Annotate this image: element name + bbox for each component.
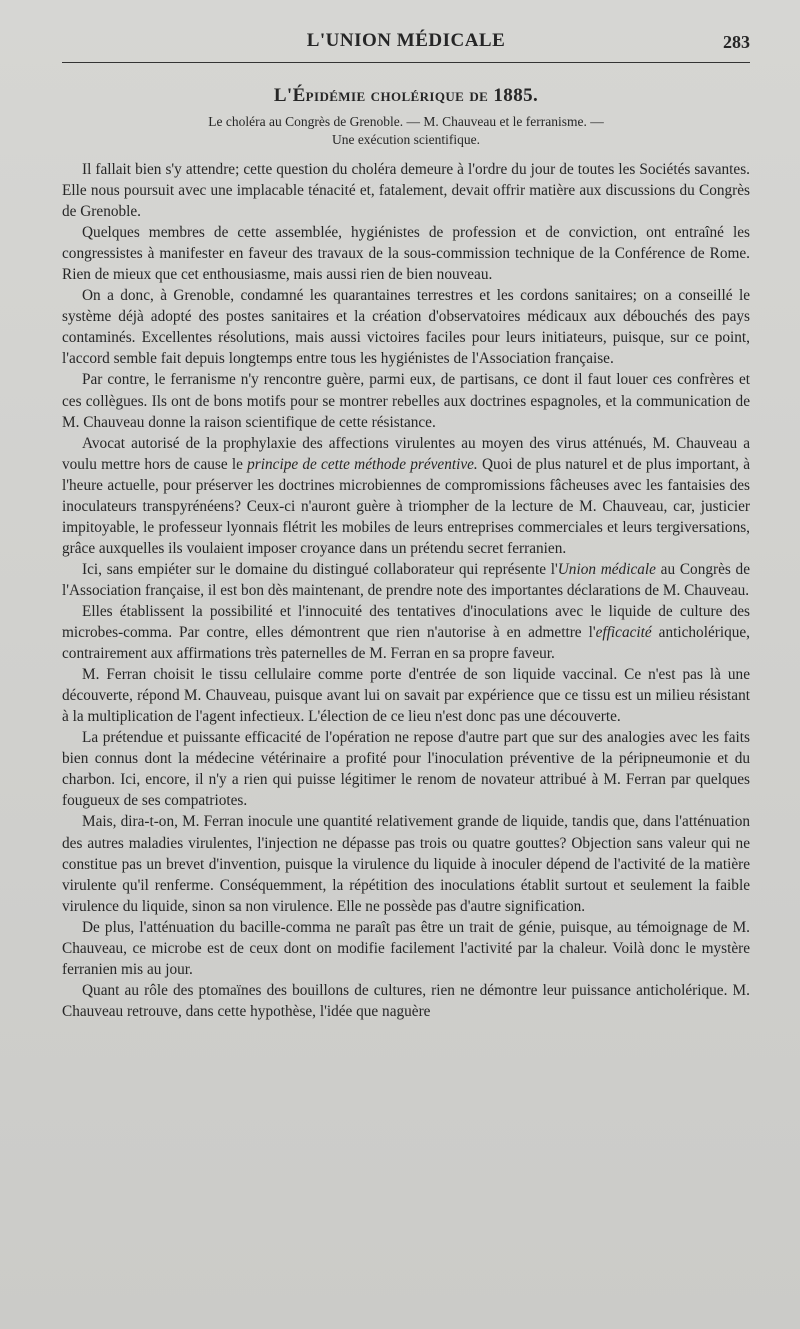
- paragraph: Il fallait bien s'y attendre; cette question du choléra demeure à l'ordre du jour de toutes les Sociétés savantes. Elle nous poursuit avec une implacable ténacité et, fatalement, devait offrir matière aux discussions du Congrès de Grenoble.: [62, 161, 750, 221]
- italic-text: Union médicale: [557, 560, 656, 578]
- page-number: 283: [723, 32, 750, 52]
- paragraph-text: Elles établissent la possibilité et l'innocuité des tentatives d'inoculations avec le liquide de culture des microbes-comma. Par contre, elles démontrent que rien n'autorise à en admettre l': [62, 602, 750, 642]
- article-title: L'Épidémie cholérique de 1885.: [273, 85, 539, 106]
- article-subtitle: [82, 113, 730, 149]
- paragraph: M. Ferran choisit le tissu cellulaire comme porte d'entrée de son liquide vaccinal. Ce n'est pas là une découverte, répond M. Chauveau, puisque avant lui on savait par expérience que ce tissu est un milieu résistant à la multiplication de l'agent infectieux. L'élection de ce lieu n'est donc pas une découverte.: [62, 666, 750, 726]
- paragraph: Quant au rôle des ptomaïnes des bouillons de cultures, rien ne démontre leur puissance anticholérique. M. Chauveau retrouve, dans cette hypothèse, l'idée que naguère: [62, 981, 750, 1020]
- subtitle-line: Le choléra au Congrès de Grenoble. — M. Chauveau et le ferranisme. —: [208, 114, 604, 129]
- subtitle-line: Une exécution scientifique.: [331, 132, 481, 147]
- paragraph: De plus, l'atténuation du bacille-comma ne paraît pas être un trait de génie, puisque, au témoignage de M. Chauveau, ce microbe est de ceux dont on modifie facilement l'activité par la chaleur. Voilà donc le mystère ferranien mis au jour.: [62, 918, 750, 978]
- paragraph: Quelques membres de cette assemblée, hygiénistes de profession et de conviction, ont entraîné les congressistes à manifester en faveur des travaux de la sous-commission technique de la Conférence de Rome. Rien de mieux que cet enthousiasme, mais aussi rien de bien nouveau.: [62, 224, 750, 284]
- paragraph: [62, 601, 750, 664]
- running-header: [62, 30, 750, 62]
- paragraph: La prétendue et puissante efficacité de l'opération ne repose d'autre part que sur des analogies avec les faits bien connus dont la médecine vétérinaire a profité pour l'inoculation préventive de la péripneumonie et du charbon. Ici, encore, il n'y a rien qui puisse légitimer le renom de novateur attribué à M. Ferran par quelques fougueux de ses compatriotes.: [62, 729, 750, 810]
- header-rule: [62, 62, 750, 63]
- paragraph-text: Ici, sans empiéter sur le domaine du distingué collaborateur qui représente l': [82, 560, 558, 578]
- paragraph: [62, 559, 750, 601]
- paragraph: Par contre, le ferranisme n'y rencontre guère, parmi eux, de partisans, ce dont il faut louer ces confrères et ces collègues. Ils ont de bons motifs pour se montrer rebelles aux doctrines espagnoles, et la communication de M. Chauveau donne la raison scientifique de cette résistance.: [62, 371, 750, 431]
- paragraph-text: au Congrès de l'Association française, il est bon dès maintenant, de prendre note des importantes déclarations de M. Chauveau.: [62, 560, 750, 599]
- paragraph-text: anticholérique, contrairement aux affirmations très paternelles de M. Ferran en sa propre faveur.: [62, 624, 750, 663]
- article-body: [62, 159, 750, 1022]
- paragraph: [62, 433, 750, 559]
- paragraph-text: Avocat autorisé de la prophylaxie des affections virulentes au moyen des virus atténués, M. Chauveau a voulu mettre hors de cause le: [62, 434, 750, 473]
- italic-text: efficacité: [595, 624, 652, 642]
- italic-text: principe de cette méthode préventive.: [247, 455, 478, 473]
- paragraph: Mais, dira-t-on, M. Ferran inocule une quantité relativement grande de liquide, tandis que, dans l'atténuation des autres maladies virulentes, l'injection ne dépasse pas trois ou quatre gouttes? Objection sans valeur qui ne constitue pas un brevet d'invention, puisque la virulence du liquide à inoculer dépend de l'activité de la matière virulente qu'il renferme. Conséquemment, la répétition des inoculations établit surtout et seulement la faible virulence du liquide, sinon sa non virulence. Elle ne possède pas d'autre signification.: [62, 813, 750, 915]
- paragraph: On a donc, à Grenoble, condamné les quarantaines terrestres et les cordons sanitaires; on a conseillé le système déjà adopté des postes sanitaires et la création d'observatoires médicaux aux débouchés des pays contaminés. Excellentes résolutions, mais aussi victoires faciles pour leurs initiateurs, puisque, sur ce point, l'accord semble fait depuis longtemps entre tous les hygiénistes de l'Association française.: [62, 287, 750, 368]
- paragraph-text: Quoi de plus naturel et de plus important, à l'heure actuelle, pour préserver les doctrines microbiennes de compromissions fâcheuses avec les fantaisies des inoculateurs transpyrénéens? Ceux-ci n'auront guère à triompher de la lecture de M. Chauveau, car, justicier impitoyable, le professeur lyonnais flétrit les mobiles de leurs entreprises commerciales et leurs tergiversations, grâce auxquelles ils voulaient imposer croyance dans un prétendu secret ferranien.: [62, 455, 750, 557]
- journal-title: L'UNION MÉDICALE: [306, 30, 506, 51]
